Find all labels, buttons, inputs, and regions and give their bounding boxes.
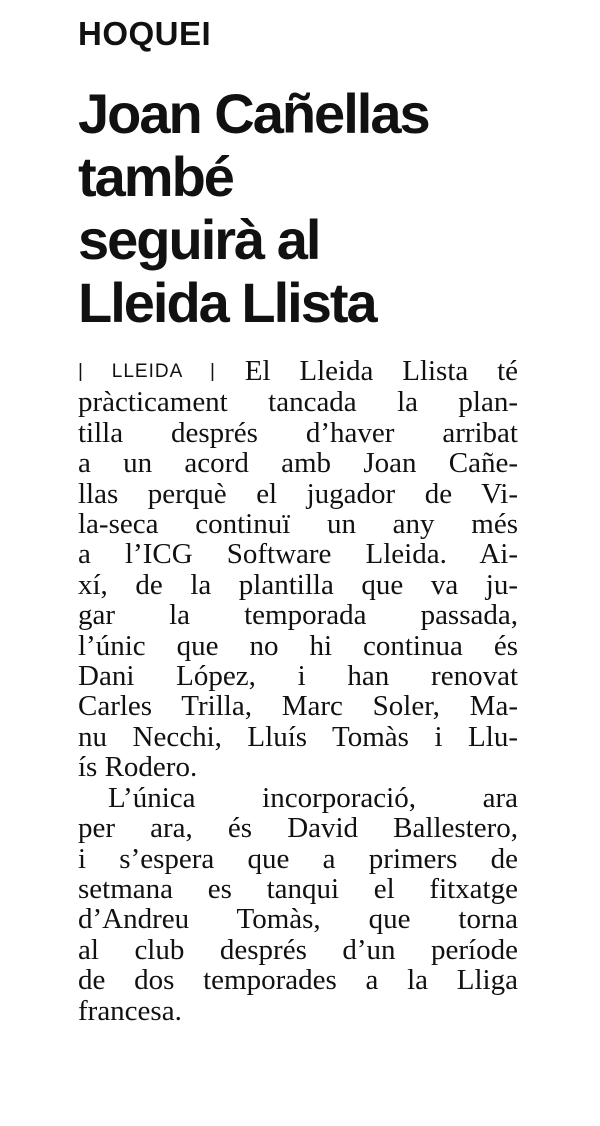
body-line: setmana es tanqui el fitxatge xyxy=(78,872,518,905)
body-line: d’Andreu Tomàs, que torna xyxy=(78,903,518,936)
headline-line: seguirà al xyxy=(78,208,320,271)
article xyxy=(78,14,518,1026)
body-line: pràcticament tancada la plan- xyxy=(78,386,518,419)
body-line: per ara, és David Ballestero, xyxy=(78,812,518,845)
article-body xyxy=(78,356,518,1026)
body-line: gar la temporada passada, xyxy=(78,599,518,632)
headline-line: Lleida Llista xyxy=(78,271,376,334)
body-line: i s’espera que a primers de xyxy=(78,842,518,875)
body-line: al club després d’un període xyxy=(78,933,518,966)
body-line: Carles Trilla, Marc Soler, Ma- xyxy=(78,690,518,723)
body-line: nu Necchi, Lluís Tomàs i Llu- xyxy=(78,720,518,753)
body-line xyxy=(78,356,518,387)
body-line: l’únic que no hi continua és xyxy=(78,629,518,662)
body-line: francesa. xyxy=(78,994,182,1027)
body-line: tilla després d’haver arribat xyxy=(78,416,518,449)
body-line: llas perquè el jugador de Vi- xyxy=(78,477,518,510)
paragraph1-opening: El Lleida Llista té xyxy=(244,355,518,387)
body-line: a l’ICG Software Lleida. Ai- xyxy=(78,538,518,571)
headline-line: també xyxy=(78,145,233,208)
body-line: L’única incorporació, ara xyxy=(108,781,518,814)
body-line: Dani López, i han renovat xyxy=(78,660,518,693)
body-line: xí, de la plantilla que va ju- xyxy=(78,568,518,601)
section-label: HOQUEI xyxy=(78,15,212,52)
body-line: ís Rodero. xyxy=(78,751,198,784)
dateline: | LLEIDA | xyxy=(78,361,216,382)
body-line: a un acord amb Joan Cañe- xyxy=(78,447,518,480)
headline xyxy=(78,82,518,334)
headline-line: Joan Cañellas xyxy=(78,82,429,145)
body-line: la-seca continuï un any més xyxy=(78,508,518,541)
body-line: de dos temporades a la Lliga xyxy=(78,964,518,997)
